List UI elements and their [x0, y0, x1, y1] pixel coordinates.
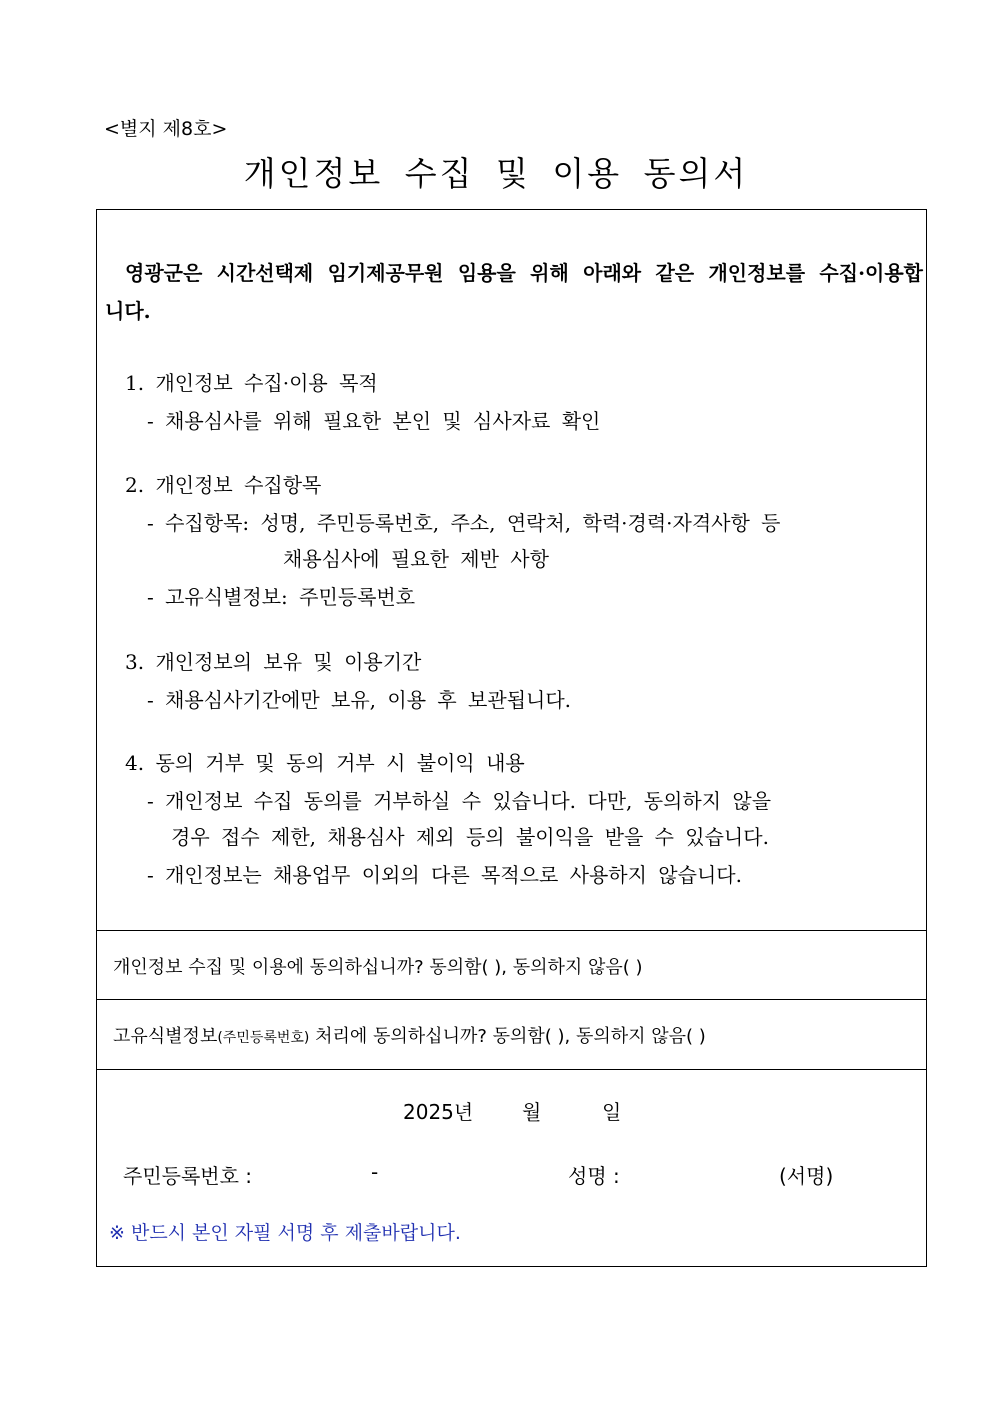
- section-1-line-1: - 채용심사를 위해 필요한 본인 및 심사자료 확인: [147, 409, 601, 433]
- signature-note: ※ 반드시 본인 자필 서명 후 제출바랍니다.: [109, 1222, 461, 1244]
- section-4-line-2: 경우 접수 제한, 채용심사 제외 등의 불이익을 받을 수 있습니다.: [171, 825, 769, 849]
- consent-question-1-row: [97, 930, 926, 999]
- section-4-heading: 4. 동의 거부 및 동의 거부 시 불이익 내용: [125, 751, 525, 775]
- name-label: 성명 :: [568, 1164, 620, 1188]
- section-2-heading: 2. 개인정보 수집항목: [125, 473, 322, 497]
- consent-question-2-suffix: 처리에 동의하십니까? 동의함( ), 동의하지 않음( ): [309, 1026, 706, 1047]
- section-4-line-1: - 개인정보 수집 동의를 거부하실 수 있습니다. 다만, 동의하지 않을: [147, 789, 772, 813]
- date-month: 월: [522, 1100, 542, 1124]
- consent-question-2-small: (주민등록번호): [217, 1030, 310, 1046]
- date-year: 2025년: [403, 1100, 474, 1124]
- annex-label: <별지 제8호>: [104, 118, 228, 140]
- consent-question-2-prefix: 고유식별정보: [113, 1026, 218, 1047]
- intro-text: 영광군은 시간선택제 임기제공무원 임용을 위해 아래와 같은 개인정보를 수집·이용합니다.: [105, 261, 923, 323]
- info-section: [97, 210, 926, 930]
- section-3-line-1: - 채용심사기간에만 보유, 이용 후 보관됩니다.: [147, 688, 572, 712]
- consent-question-1[interactable]: 개인정보 수집 및 이용에 동의하십니까? 동의함( ), 동의하지 않음( ): [113, 957, 643, 978]
- consent-form: [96, 209, 927, 1267]
- sign-label: (서명): [779, 1164, 834, 1188]
- section-2-line-1: - 수집항목: 성명, 주민등록번호, 주소, 연락처, 학력·경력·자격사항 등: [147, 511, 781, 535]
- consent-question-2-row: [97, 999, 926, 1069]
- rrn-dash: -: [371, 1160, 379, 1184]
- section-1-heading: 1. 개인정보 수집·이용 목적: [125, 371, 378, 395]
- section-2-line-3: - 고유식별정보: 주민등록번호: [147, 585, 416, 609]
- consent-question-2[interactable]: [113, 1022, 706, 1048]
- date-day: 일: [602, 1100, 622, 1124]
- rrn-label: 주민등록번호 :: [123, 1164, 253, 1188]
- section-2-line-2: 채용심사에 필요한 제반 사항: [283, 547, 549, 571]
- page-title: 개인정보 수집 및 이용 동의서: [243, 154, 749, 193]
- section-3-heading: 3. 개인정보의 보유 및 이용기간: [125, 650, 422, 674]
- section-4-line-3: - 개인정보는 채용업무 이외의 다른 목적으로 사용하지 않습니다.: [147, 863, 742, 887]
- signature-section: [97, 1069, 926, 1266]
